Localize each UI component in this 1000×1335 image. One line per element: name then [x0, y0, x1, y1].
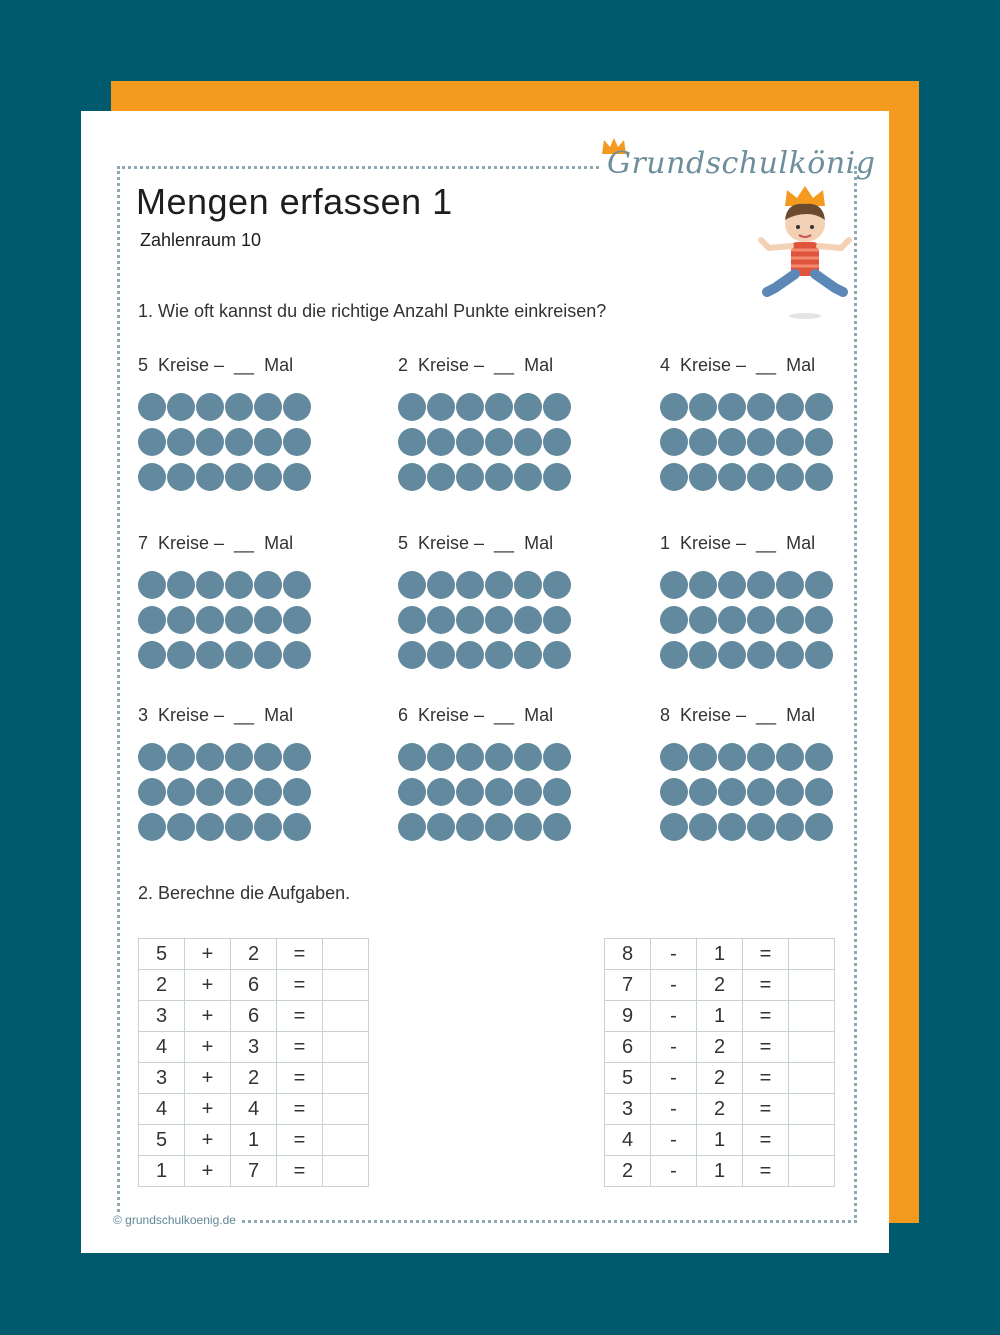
- dot[interactable]: [543, 463, 571, 491]
- dot[interactable]: [805, 743, 833, 771]
- dot[interactable]: [427, 743, 455, 771]
- dot-grid: [138, 743, 312, 829]
- table-cell: =: [743, 1125, 789, 1156]
- dot[interactable]: [225, 463, 253, 491]
- table-cell: 2: [139, 970, 185, 1001]
- copyright-footer: © grundschulkoenig.de: [113, 1213, 240, 1227]
- table-row: [139, 939, 369, 970]
- dot[interactable]: [660, 641, 688, 669]
- table-cell: 7: [605, 970, 651, 1001]
- table-cell: -: [651, 970, 697, 1001]
- dot[interactable]: [456, 813, 484, 841]
- dot[interactable]: [514, 428, 542, 456]
- table-cell: =: [743, 1156, 789, 1187]
- dot[interactable]: [689, 463, 717, 491]
- dot[interactable]: [167, 778, 195, 806]
- dot[interactable]: [398, 428, 426, 456]
- subtraction-table: [604, 938, 835, 1187]
- dot[interactable]: [254, 641, 282, 669]
- table-cell: =: [743, 1032, 789, 1063]
- task-1-instruction: 1. Wie oft kannst du die richtige Anzahl Punkte einkreisen?: [138, 301, 607, 321]
- dot[interactable]: [283, 428, 311, 456]
- table-row: [605, 1001, 835, 1032]
- dot[interactable]: [138, 606, 166, 634]
- table-row: [139, 1125, 369, 1156]
- dot[interactable]: [689, 778, 717, 806]
- table-cell: 1: [697, 939, 743, 970]
- dot[interactable]: [456, 778, 484, 806]
- table-cell: -: [651, 1125, 697, 1156]
- table-row: [139, 1001, 369, 1032]
- dot[interactable]: [776, 571, 804, 599]
- answer-cell[interactable]: [789, 939, 835, 970]
- dot[interactable]: [196, 606, 224, 634]
- table-cell: +: [185, 1032, 231, 1063]
- dot[interactable]: [776, 813, 804, 841]
- table-cell: 1: [139, 1156, 185, 1187]
- dot[interactable]: [225, 743, 253, 771]
- page-title: Mengen erfassen 1: [136, 181, 453, 222]
- group-label: 2 Kreise – __ Mal: [398, 355, 554, 375]
- table-cell: 4: [605, 1125, 651, 1156]
- table-cell: -: [651, 939, 697, 970]
- dot[interactable]: [456, 743, 484, 771]
- dot[interactable]: [225, 606, 253, 634]
- dot[interactable]: [689, 813, 717, 841]
- table-cell: -: [651, 1063, 697, 1094]
- dot[interactable]: [398, 463, 426, 491]
- group-label: 6 Kreise – __ Mal: [398, 705, 554, 725]
- answer-cell[interactable]: [789, 1156, 835, 1187]
- table-row: [139, 1156, 369, 1187]
- table-cell: 8: [605, 939, 651, 970]
- table-cell: 2: [231, 1063, 277, 1094]
- dot[interactable]: [398, 641, 426, 669]
- dot[interactable]: [427, 571, 455, 599]
- dot[interactable]: [805, 571, 833, 599]
- dot[interactable]: [138, 393, 166, 421]
- dot[interactable]: [776, 393, 804, 421]
- table-cell: 6: [231, 1001, 277, 1032]
- table-cell: 4: [139, 1094, 185, 1125]
- table-cell: 2: [697, 1032, 743, 1063]
- table-cell: =: [743, 1094, 789, 1125]
- dot[interactable]: [167, 641, 195, 669]
- dot[interactable]: [660, 463, 688, 491]
- page-subtitle: Zahlenraum 10: [140, 230, 262, 250]
- table-cell: -: [651, 1156, 697, 1187]
- table-cell: +: [185, 1156, 231, 1187]
- table-cell: 3: [605, 1094, 651, 1125]
- dot[interactable]: [805, 778, 833, 806]
- dot[interactable]: [543, 393, 571, 421]
- dot[interactable]: [543, 428, 571, 456]
- dot[interactable]: [660, 813, 688, 841]
- dot[interactable]: [718, 743, 746, 771]
- brand-logo: Grundschulkönig: [607, 146, 876, 181]
- dot[interactable]: [138, 463, 166, 491]
- addition-table: [138, 938, 369, 1187]
- dot[interactable]: [689, 743, 717, 771]
- dot[interactable]: [196, 393, 224, 421]
- table-cell: +: [185, 939, 231, 970]
- dot-grid: [398, 571, 572, 657]
- dot[interactable]: [689, 606, 717, 634]
- table-cell: =: [743, 939, 789, 970]
- dot[interactable]: [776, 778, 804, 806]
- table-cell: +: [185, 1094, 231, 1125]
- table-row: [139, 1032, 369, 1063]
- dot[interactable]: [485, 393, 513, 421]
- table-cell: =: [277, 1125, 323, 1156]
- dot[interactable]: [514, 743, 542, 771]
- dot[interactable]: [514, 393, 542, 421]
- dot[interactable]: [283, 641, 311, 669]
- dot[interactable]: [689, 393, 717, 421]
- answer-cell[interactable]: [323, 1156, 369, 1187]
- dot[interactable]: [543, 778, 571, 806]
- table-cell: =: [277, 1156, 323, 1187]
- dot[interactable]: [225, 778, 253, 806]
- table-cell: 6: [605, 1032, 651, 1063]
- table-cell: 3: [139, 1001, 185, 1032]
- dot[interactable]: [138, 571, 166, 599]
- dot[interactable]: [689, 571, 717, 599]
- dot[interactable]: [283, 743, 311, 771]
- dot[interactable]: [283, 571, 311, 599]
- dot[interactable]: [543, 813, 571, 841]
- dot[interactable]: [456, 606, 484, 634]
- table-cell: =: [277, 1001, 323, 1032]
- dot[interactable]: [776, 641, 804, 669]
- group-label: 5 Kreise – __ Mal: [138, 355, 294, 375]
- dot[interactable]: [225, 393, 253, 421]
- group-label: 5 Kreise – __ Mal: [398, 533, 554, 553]
- dot[interactable]: [718, 428, 746, 456]
- dot[interactable]: [167, 463, 195, 491]
- answer-cell[interactable]: [789, 1001, 835, 1032]
- dot[interactable]: [514, 641, 542, 669]
- answer-cell[interactable]: [789, 1125, 835, 1156]
- dot[interactable]: [747, 428, 775, 456]
- table-row: [605, 1063, 835, 1094]
- dot[interactable]: [196, 641, 224, 669]
- dot[interactable]: [543, 641, 571, 669]
- dot[interactable]: [514, 606, 542, 634]
- table-cell: -: [651, 1001, 697, 1032]
- table-cell: =: [743, 970, 789, 1001]
- answer-cell[interactable]: [789, 970, 835, 1001]
- dot-grid: [660, 743, 834, 829]
- dot[interactable]: [805, 813, 833, 841]
- dot[interactable]: [427, 393, 455, 421]
- dot[interactable]: [660, 606, 688, 634]
- dot[interactable]: [485, 571, 513, 599]
- dot[interactable]: [196, 778, 224, 806]
- dot[interactable]: [543, 571, 571, 599]
- dot[interactable]: [167, 606, 195, 634]
- table-cell: -: [651, 1032, 697, 1063]
- boy-with-crown-illustration: [755, 184, 855, 324]
- dot[interactable]: [283, 606, 311, 634]
- table-row: [605, 1032, 835, 1063]
- dot[interactable]: [485, 428, 513, 456]
- task-2-instruction: 2. Berechne die Aufgaben.: [138, 883, 351, 903]
- dot[interactable]: [398, 571, 426, 599]
- dot[interactable]: [283, 463, 311, 491]
- dot[interactable]: [805, 428, 833, 456]
- dot[interactable]: [283, 778, 311, 806]
- table-cell: 3: [139, 1063, 185, 1094]
- dot[interactable]: [456, 641, 484, 669]
- table-cell: =: [743, 1001, 789, 1032]
- dot[interactable]: [456, 428, 484, 456]
- dot-grid: [398, 393, 572, 479]
- dot[interactable]: [776, 463, 804, 491]
- dot[interactable]: [254, 743, 282, 771]
- dot[interactable]: [427, 641, 455, 669]
- dot[interactable]: [747, 778, 775, 806]
- dot[interactable]: [660, 743, 688, 771]
- dot[interactable]: [225, 428, 253, 456]
- answer-cell[interactable]: [323, 1094, 369, 1125]
- dot[interactable]: [776, 743, 804, 771]
- table-cell: 1: [697, 1125, 743, 1156]
- table-cell: +: [185, 1063, 231, 1094]
- table-cell: =: [743, 1063, 789, 1094]
- dot[interactable]: [747, 463, 775, 491]
- dot[interactable]: [427, 463, 455, 491]
- table-cell: 6: [231, 970, 277, 1001]
- dot[interactable]: [776, 606, 804, 634]
- dot[interactable]: [196, 743, 224, 771]
- dot[interactable]: [196, 428, 224, 456]
- dot[interactable]: [196, 813, 224, 841]
- dot[interactable]: [805, 463, 833, 491]
- table-row: [139, 1063, 369, 1094]
- dot[interactable]: [805, 606, 833, 634]
- dot[interactable]: [747, 571, 775, 599]
- table-cell: 5: [139, 1125, 185, 1156]
- table-row: [605, 970, 835, 1001]
- answer-cell[interactable]: [323, 1125, 369, 1156]
- dot[interactable]: [138, 778, 166, 806]
- dot[interactable]: [660, 428, 688, 456]
- dot[interactable]: [456, 463, 484, 491]
- table-cell: +: [185, 1125, 231, 1156]
- answer-cell[interactable]: [323, 1001, 369, 1032]
- dot[interactable]: [660, 393, 688, 421]
- table-cell: 2: [697, 1094, 743, 1125]
- dot[interactable]: [485, 641, 513, 669]
- dotted-frame-top: [117, 166, 599, 169]
- dot[interactable]: [283, 813, 311, 841]
- dot[interactable]: [427, 813, 455, 841]
- dot[interactable]: [138, 743, 166, 771]
- table-row: [605, 1094, 835, 1125]
- dot[interactable]: [805, 393, 833, 421]
- table-cell: =: [277, 970, 323, 1001]
- dot[interactable]: [689, 641, 717, 669]
- table-row: [605, 939, 835, 970]
- dot[interactable]: [660, 571, 688, 599]
- table-cell: =: [277, 1094, 323, 1125]
- dot[interactable]: [689, 428, 717, 456]
- dot[interactable]: [718, 778, 746, 806]
- dot[interactable]: [485, 778, 513, 806]
- dot[interactable]: [225, 641, 253, 669]
- dot[interactable]: [398, 813, 426, 841]
- dot[interactable]: [485, 813, 513, 841]
- answer-cell[interactable]: [323, 970, 369, 1001]
- group-label: 7 Kreise – __ Mal: [138, 533, 294, 553]
- group-label: 8 Kreise – __ Mal: [660, 705, 816, 725]
- dot[interactable]: [167, 428, 195, 456]
- table-cell: +: [185, 1001, 231, 1032]
- dot[interactable]: [398, 743, 426, 771]
- dot[interactable]: [514, 778, 542, 806]
- table-cell: =: [277, 1032, 323, 1063]
- dot[interactable]: [254, 428, 282, 456]
- dot[interactable]: [485, 743, 513, 771]
- dot[interactable]: [254, 393, 282, 421]
- dot[interactable]: [718, 813, 746, 841]
- dot[interactable]: [254, 463, 282, 491]
- dot[interactable]: [283, 393, 311, 421]
- dot[interactable]: [167, 743, 195, 771]
- table-row: [605, 1156, 835, 1187]
- dot[interactable]: [718, 571, 746, 599]
- dot[interactable]: [225, 571, 253, 599]
- dot[interactable]: [485, 606, 513, 634]
- dot[interactable]: [485, 463, 513, 491]
- dot[interactable]: [718, 606, 746, 634]
- dot[interactable]: [456, 571, 484, 599]
- table-cell: -: [651, 1094, 697, 1125]
- dot[interactable]: [718, 641, 746, 669]
- dot[interactable]: [196, 463, 224, 491]
- dot[interactable]: [254, 571, 282, 599]
- table-cell: 1: [697, 1156, 743, 1187]
- group-label: 4 Kreise – __ Mal: [660, 355, 816, 375]
- dot[interactable]: [427, 778, 455, 806]
- group-label: 3 Kreise – __ Mal: [138, 705, 294, 725]
- table-cell: =: [277, 1063, 323, 1094]
- group-label: 1 Kreise – __ Mal: [660, 533, 816, 553]
- dot[interactable]: [747, 743, 775, 771]
- answer-cell[interactable]: [323, 939, 369, 970]
- dot[interactable]: [805, 641, 833, 669]
- dot[interactable]: [398, 606, 426, 634]
- dot-grid: [138, 571, 312, 657]
- table-cell: =: [277, 939, 323, 970]
- answer-cell[interactable]: [789, 1032, 835, 1063]
- table-cell: 2: [605, 1156, 651, 1187]
- dot[interactable]: [225, 813, 253, 841]
- answer-cell[interactable]: [789, 1063, 835, 1094]
- dot[interactable]: [543, 606, 571, 634]
- dot[interactable]: [398, 393, 426, 421]
- table-cell: 3: [231, 1032, 277, 1063]
- dot[interactable]: [456, 393, 484, 421]
- dot[interactable]: [747, 393, 775, 421]
- answer-cell[interactable]: [323, 1063, 369, 1094]
- dot-grid: [398, 743, 572, 829]
- table-cell: 1: [697, 1001, 743, 1032]
- dot[interactable]: [514, 463, 542, 491]
- table-cell: 4: [231, 1094, 277, 1125]
- table-row: [139, 1094, 369, 1125]
- dot[interactable]: [427, 606, 455, 634]
- answer-cell[interactable]: [789, 1094, 835, 1125]
- answer-cell[interactable]: [323, 1032, 369, 1063]
- dot[interactable]: [747, 641, 775, 669]
- table-cell: 2: [231, 939, 277, 970]
- dot[interactable]: [138, 813, 166, 841]
- table-cell: 5: [139, 939, 185, 970]
- table-cell: 2: [697, 1063, 743, 1094]
- dot-grid: [660, 393, 834, 479]
- dot[interactable]: [167, 393, 195, 421]
- dot[interactable]: [196, 571, 224, 599]
- table-cell: 1: [231, 1125, 277, 1156]
- dot[interactable]: [514, 571, 542, 599]
- dot[interactable]: [138, 428, 166, 456]
- dot[interactable]: [543, 743, 571, 771]
- dot-grid: [138, 393, 312, 479]
- table-cell: 2: [697, 970, 743, 1001]
- dot[interactable]: [718, 393, 746, 421]
- table-cell: 7: [231, 1156, 277, 1187]
- dot[interactable]: [138, 641, 166, 669]
- dot[interactable]: [776, 428, 804, 456]
- dot-grid: [660, 571, 834, 657]
- table-cell: 5: [605, 1063, 651, 1094]
- dot[interactable]: [398, 778, 426, 806]
- table-cell: 9: [605, 1001, 651, 1032]
- table-cell: 4: [139, 1032, 185, 1063]
- dot[interactable]: [167, 571, 195, 599]
- dot[interactable]: [660, 778, 688, 806]
- dot[interactable]: [718, 463, 746, 491]
- dot[interactable]: [514, 813, 542, 841]
- dot[interactable]: [254, 778, 282, 806]
- dot[interactable]: [254, 813, 282, 841]
- table-row: [605, 1125, 835, 1156]
- dot[interactable]: [167, 813, 195, 841]
- dot[interactable]: [427, 428, 455, 456]
- table-cell: +: [185, 970, 231, 1001]
- dot[interactable]: [747, 606, 775, 634]
- dot[interactable]: [747, 813, 775, 841]
- dot[interactable]: [254, 606, 282, 634]
- table-row: [139, 970, 369, 1001]
